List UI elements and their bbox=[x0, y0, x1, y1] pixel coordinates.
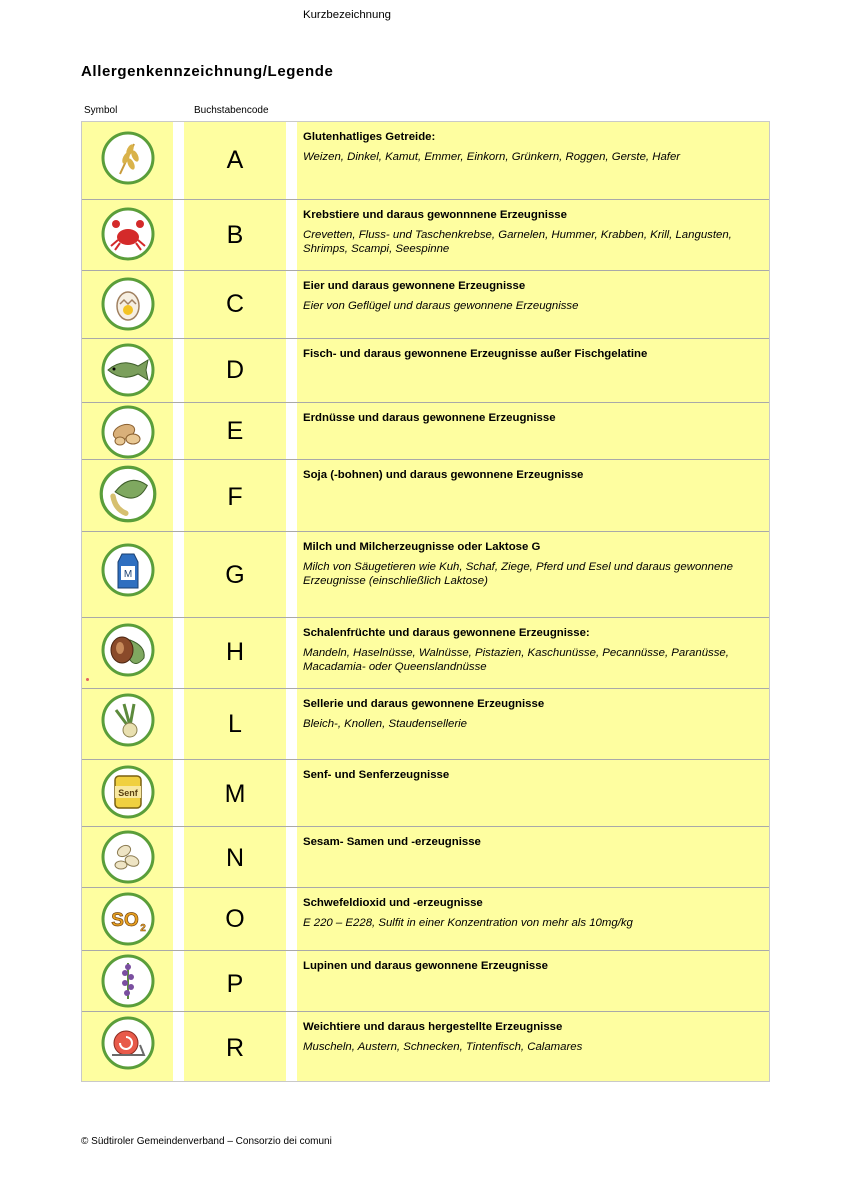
table-row bbox=[82, 459, 769, 531]
lupin-icon bbox=[100, 953, 156, 1009]
table-row bbox=[82, 531, 769, 617]
letter-code: D bbox=[225, 356, 245, 384]
letter-code: F bbox=[227, 483, 243, 511]
allergen-description: Schwefeldioxid und -erzeugnisse E 220 – E228, Sulfit in einer Konzentration von mehr als 10mg/kg bbox=[303, 897, 633, 929]
allergen-description: Schalenfrüchte und daraus gewonnene Erzeugnisse: Mandeln, Haselnüsse, Walnüsse, Pistazien, Kaschunüsse, Pecannüsse, Paranüsse, Macadamia- oder Queenslandnüsse bbox=[303, 627, 729, 673]
table-row bbox=[82, 122, 769, 199]
allergen-description: Erdnüsse und daraus gewonnene Erzeugnisse bbox=[303, 412, 556, 424]
svg-text:SO: SO bbox=[111, 910, 139, 931]
milk-icon bbox=[100, 542, 156, 598]
table-row bbox=[82, 950, 769, 1011]
table-row bbox=[82, 826, 769, 887]
table-row bbox=[82, 688, 769, 759]
allergen-description: Glutenhatliges Getreide: Weizen, Dinkel, Kamut, Emmer, Einkorn, Grünkern, Roggen, Gerste, Hafer bbox=[303, 131, 681, 163]
allergen-table bbox=[81, 121, 770, 1082]
letter-code: G bbox=[225, 561, 245, 589]
letter-code: R bbox=[225, 1034, 245, 1062]
soy-icon bbox=[98, 464, 158, 524]
allergen-description: Fisch- und daraus gewonnene Erzeugnisse außer Fischgelatine bbox=[303, 348, 648, 360]
letter-code: M bbox=[224, 780, 246, 808]
table-row bbox=[82, 1011, 769, 1081]
table-row bbox=[82, 887, 769, 950]
allergen-description: Milch und Milcherzeugnisse oder Laktose G Milch von Säugetieren wie Kuh, Schaf, Ziege, Pferd und Esel und daraus gewonnene Erzeugnisse (einschließlich Laktose) bbox=[303, 541, 733, 587]
so2-icon bbox=[100, 891, 156, 947]
crab-icon bbox=[100, 206, 156, 262]
snail-icon bbox=[100, 1015, 156, 1071]
decorative-dot bbox=[86, 678, 89, 681]
wheat-icon bbox=[100, 130, 156, 186]
allergen-description: Eier und daraus gewonnene Erzeugnisse Eier von Geflügel und daraus gewonnene Erzeugnisse bbox=[303, 280, 579, 312]
allergen-description: Soja (-bohnen) und daraus gewonnene Erzeugnisse bbox=[303, 469, 584, 481]
letter-code: A bbox=[226, 146, 244, 174]
allergen-description: Sellerie und daraus gewonnene Erzeugnisse Bleich-, Knollen, Staudensellerie bbox=[303, 698, 545, 730]
letter-code: B bbox=[226, 221, 244, 249]
letter-code: E bbox=[226, 417, 244, 445]
svg-text:Senf: Senf bbox=[118, 788, 138, 798]
table-row bbox=[82, 338, 769, 402]
svg-text:M: M bbox=[123, 569, 133, 580]
letter-code: O bbox=[225, 905, 245, 933]
letter-code: L bbox=[228, 710, 242, 738]
allergen-description: Lupinen und daraus gewonnene Erzeugnisse bbox=[303, 960, 548, 972]
sesame-icon bbox=[100, 829, 156, 885]
svg-text:2: 2 bbox=[140, 923, 146, 934]
header-symbol: Symbol bbox=[84, 105, 118, 116]
footer-copyright: © Südtiroler Gemeindenverband – Consorzio dei comuni bbox=[81, 1136, 332, 1147]
letter-code: P bbox=[226, 970, 244, 998]
allergen-description: Sesam- Samen und -erzeugnisse bbox=[303, 836, 481, 848]
celery-icon bbox=[100, 692, 156, 748]
letter-code: H bbox=[225, 638, 245, 666]
table-row bbox=[82, 617, 769, 688]
table-row bbox=[82, 759, 769, 826]
allergen-description: Krebstiere und daraus gewonnnene Erzeugnisse Crevetten, Fluss- und Taschenkrebse, Garnelen, Hummer, Krabben, Krill, Langusten, Shrimps, Scampi, Seespinne bbox=[303, 209, 732, 255]
allergen-description: Senf- und Senferzeugnisse bbox=[303, 769, 450, 781]
header-code: Buchstabencode bbox=[194, 105, 269, 116]
page-title: Allergenkennzeichnung/Legende bbox=[81, 63, 334, 80]
header-description: Kurzbezeichnung bbox=[303, 9, 392, 21]
table-row bbox=[82, 402, 769, 459]
fish-icon bbox=[100, 342, 156, 398]
letter-code: N bbox=[225, 844, 245, 872]
nut-icon bbox=[100, 622, 156, 678]
letter-code: C bbox=[225, 290, 245, 318]
peanut-icon bbox=[100, 404, 156, 460]
mustard-icon bbox=[100, 764, 156, 820]
table-row bbox=[82, 199, 769, 270]
egg-icon bbox=[100, 276, 156, 332]
table-row bbox=[82, 270, 769, 338]
allergen-description: Weichtiere und daraus hergestellte Erzeugnisse Muscheln, Austern, Schnecken, Tintenfisch, Calamares bbox=[303, 1021, 583, 1053]
